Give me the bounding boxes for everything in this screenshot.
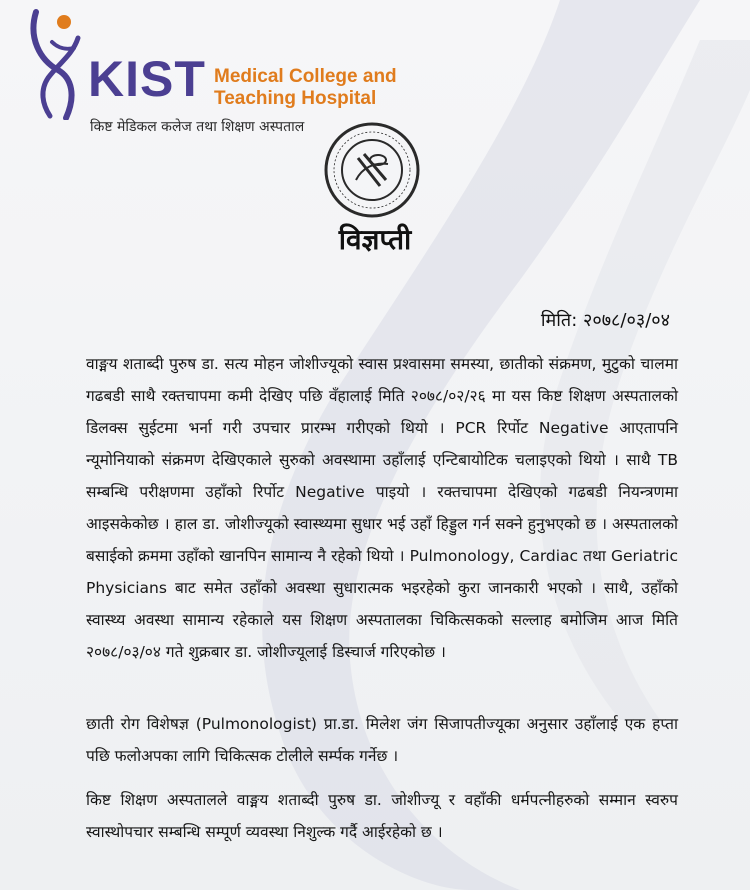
brand-nepali-name: किष्ट मेडिकल कलेज तथा शिक्षण अस्पताल [90, 119, 305, 135]
notice-paragraph-1: वाङ्मय शताब्दी पुरुष डा. सत्य मोहन जोशीज्यूको स्वास प्रश्वासमा समस्या, छातीको संक्रमण, मुटुको चालमा गढबडी साथै रक्तचापमा कमी देखिए पछि वँहालाई मिति २०७८/०२/२६ मा यस किष्ट शिक्षण अस्पतालको डिलक्स सुईटमा भर्ना गरी उपचार प्रारम्भ गरीएको थियो । PCR रिर्पोट Negative आएतापनि न्यूमोनियाको संक्रमण देखिएकाले सुरुको अवस्थामा उहाँलाई एन्टिबायोटिक चलाइएको थियो । साथै TB सम्बन्धि परीक्षणमा उहाँको रिर्पोट Negative पाइयो । रक्तचापमा देखिएको गढबडी नियन्त्रणमा आइसकेकोछ । हाल डा. जोशीज्यूको स्वास्थ्यमा सुधार भई उहाँ हिड्डुल गर्न सक्ने हुनुभएको छ । अस्पतालको बसाईको क्रममा उहाँको खानपिन सामान्य नै रहेको थियो । Pulmonology, Cardiac तथा Geriatric Physicians बाट समेत उहाँको अवस्था सुधारात्मक भइरहेको कुरा जानकारी भएको । साथै, उहाँको स्वास्थ्य अवस्था सामान्य रहेकाले यस शिक्षण अस्पतालका चिकित्सकको सल्लाह बमोजिम आज मिति २०७८/०३/०४ गते शुक्रबार डा. जोशीज्यूलाई डिस्चार्ज गरिएकोछ । [86, 355, 678, 661]
brand-subtitle [214, 66, 397, 110]
notice-paragraph-3: किष्ट शिक्षण अस्पतालले वाङ्मय शताब्दी पुरुष डा. जोशीज्यू र वहाँकी धर्मपत्नीहरुको सम्मान स्वरुप स्वास्थोपचार सम्बन्धि सम्पूर्ण व्यवस्था निशुल्क गर्दै आईरहेको छ । [86, 791, 678, 841]
notice-title: विज्ञप्ती [338, 223, 412, 256]
notice-date: मिति: २०७८/०३/०४ [540, 310, 670, 331]
brand-line-1: Medical College and [214, 66, 397, 87]
notice-paragraph-2: छाती रोग विशेषज्ञ (Pulmonologist) प्रा.डा. मिलेश जंग सिजापतीज्यूका अनुसार उहाँलाई एक हप्ता पछि फलोअपका लागि चिकित्सक टोलीले सर्म्पक गर्नेछ । [86, 715, 678, 765]
kist-figure-logo-icon [22, 8, 84, 120]
college-seal-stamp-icon [322, 120, 422, 220]
brand-line-2: Teaching Hospital [214, 88, 377, 109]
brand-name: KIST [88, 51, 206, 107]
